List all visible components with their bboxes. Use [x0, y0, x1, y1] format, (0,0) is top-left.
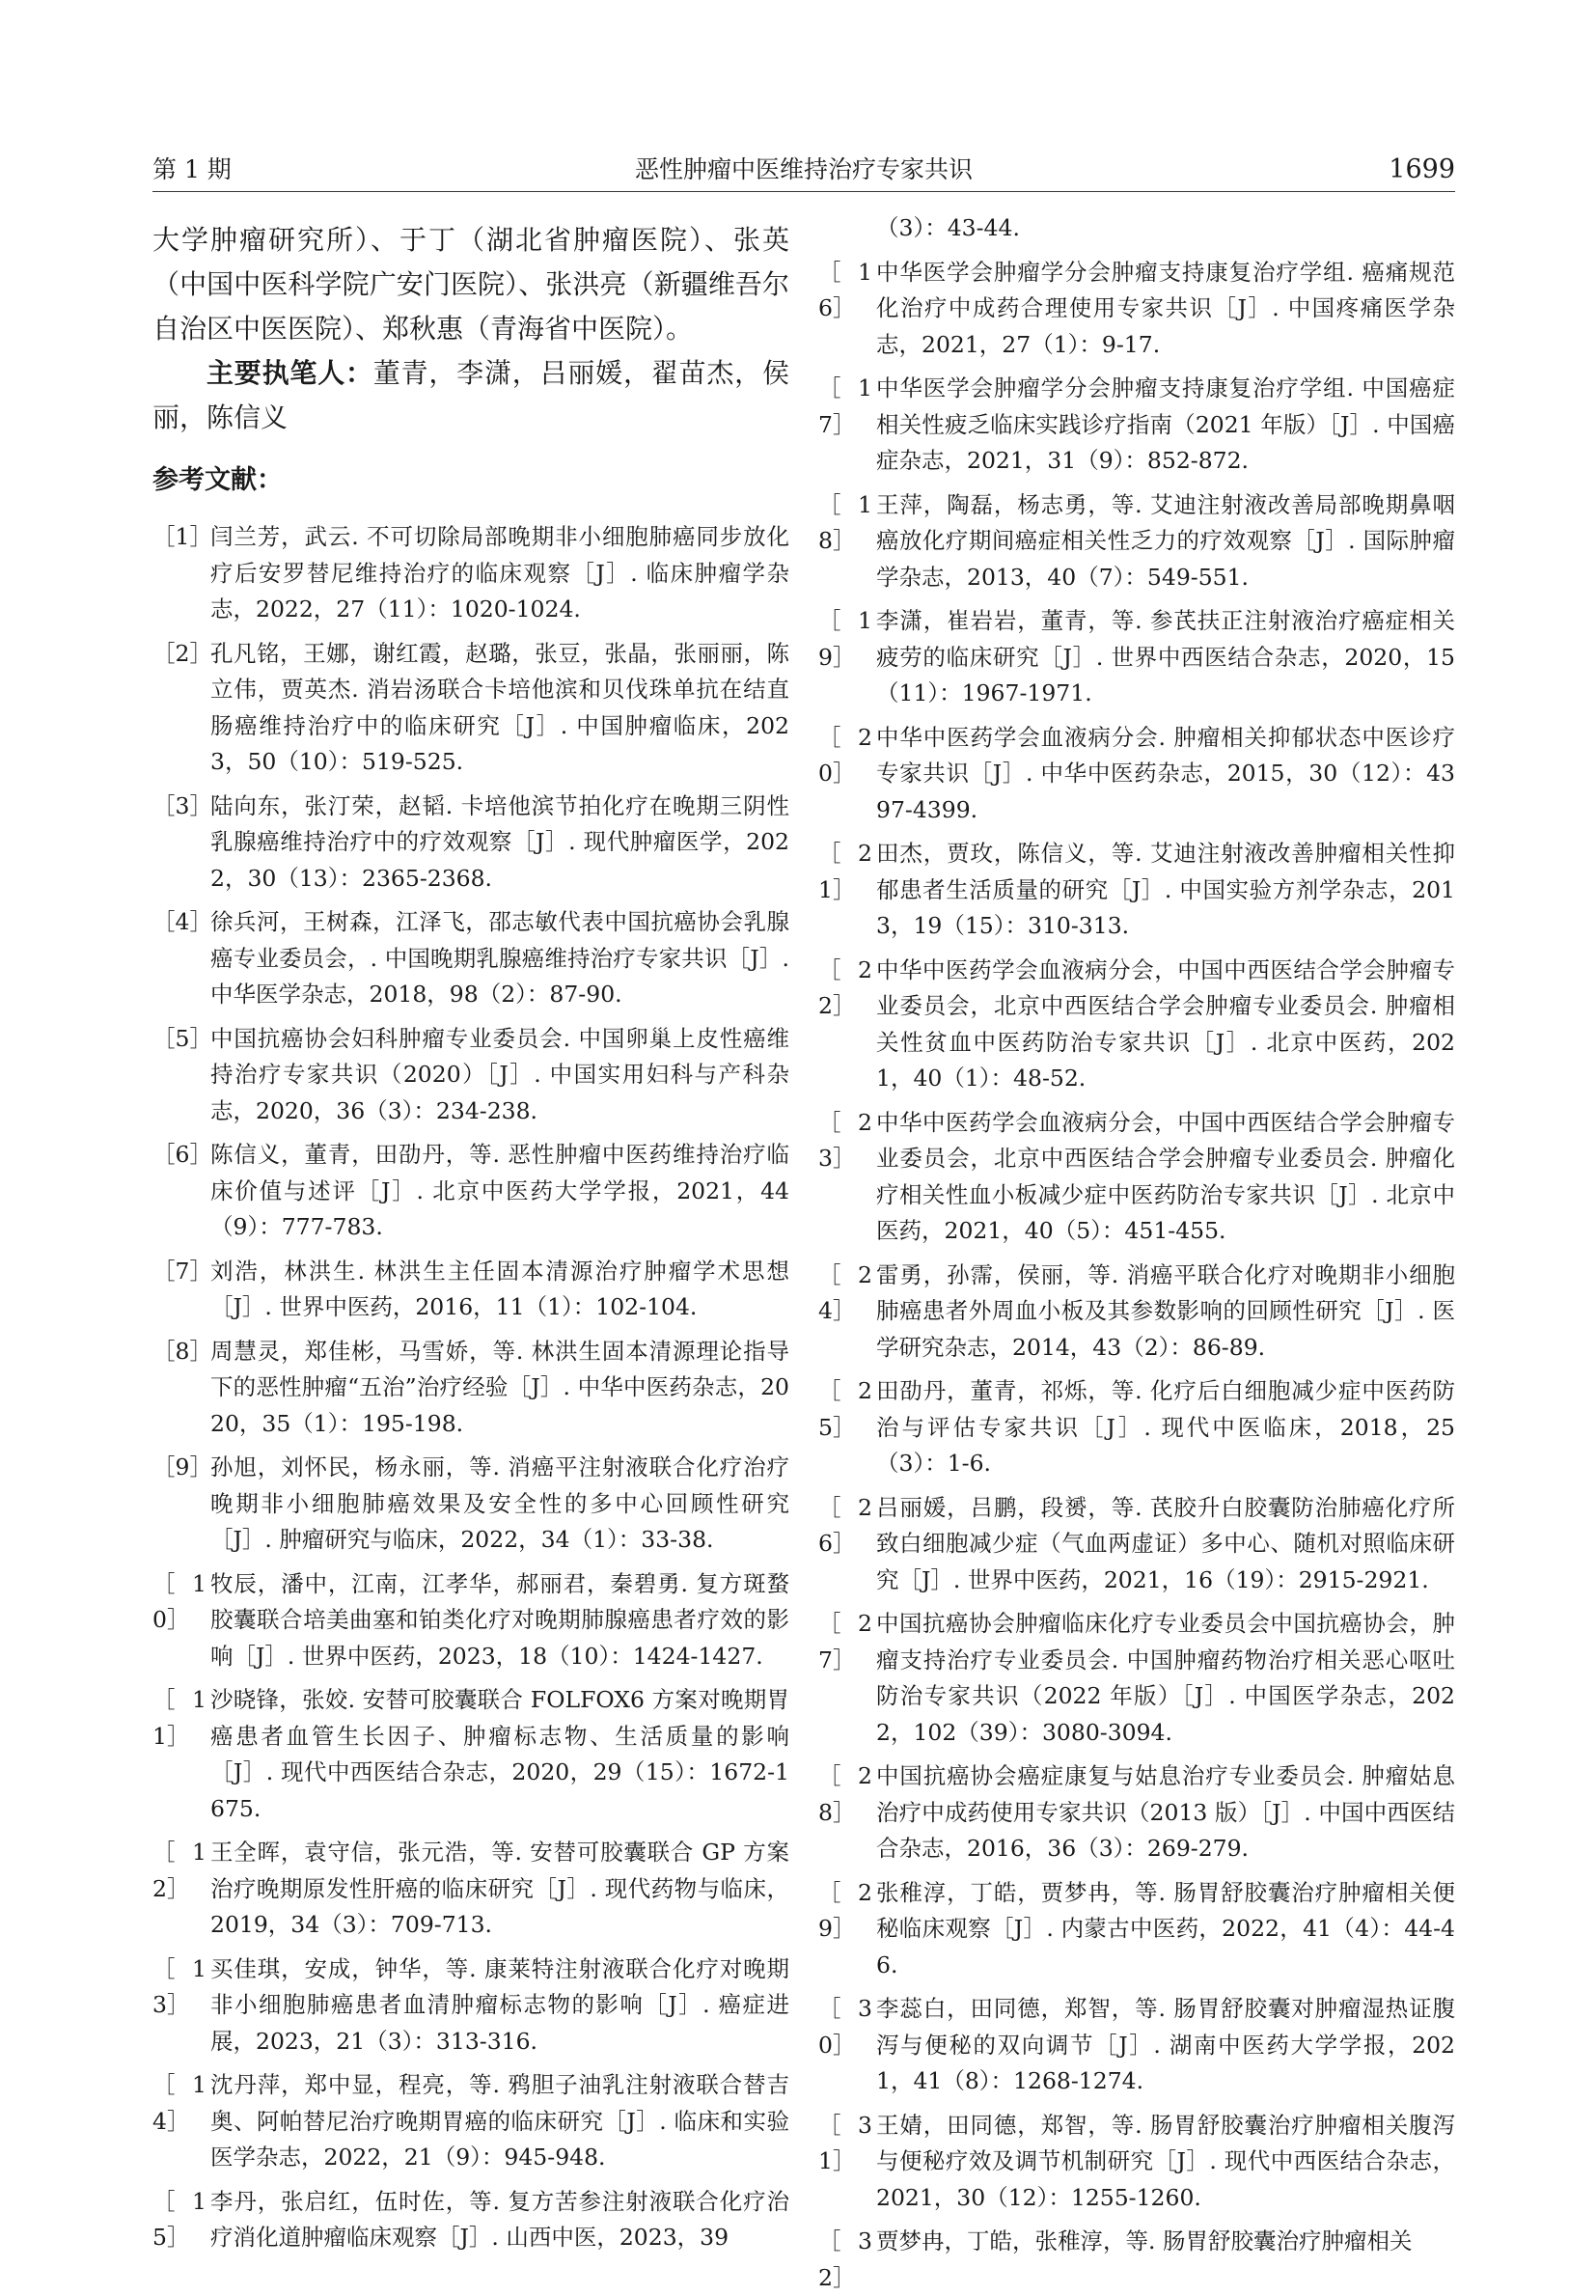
reference-text: 张稚淳，丁皓，贾梦冉，等. 肠胃舒胶囊治疗肿瘤相关便秘临床观察［J］. 内蒙古中医药，2022，41（4）：44-46.	[876, 1878, 1455, 1978]
reference-item	[152, 2067, 789, 2176]
reference-text: 王全晖，袁守信，张元浩，等. 安替可胶囊联合 GP 方案治疗晚期原发性肝癌的临床研究［J］. 现代药物与临床，2019，34（3）：709-713.	[210, 1839, 789, 1938]
reference-item	[818, 1875, 1455, 1984]
reference-text: 李蕊白，田同德，郑智，等. 肠胃舒胶囊对肿瘤湿热证腹泻与便秘的双向调节［J］. 湖南中医药大学学报，2021，41（8）：1268-1274.	[876, 1995, 1455, 2094]
reference-text: 中华中医药学会血液病分会，中国中西医结合学会肿瘤专业委员会，北京中西医结合学会肿瘤专业委员会. 肿瘤化疗相关性血小板减少症中医药防治专家共识［J］. 北京中医药，2021，40（5）：451-455.	[876, 1108, 1455, 1244]
reference-text: 陈信义，董青，田劭丹，等. 恶性肿瘤中医药维持治疗临床价值与述评［J］. 北京中医药大学学报，2021，44（9）：777-783.	[210, 1141, 789, 1240]
reference-number: ［7］	[152, 1257, 212, 1285]
reference-item	[818, 720, 1455, 829]
reference-item	[152, 1334, 789, 1443]
reference-text: 沙晓锋，张姣. 安替可胶囊联合 FOLFOX6 方案对晚期胃癌患者血管生长因子、肿瘤标志物、生活质量的影响［J］. 现代中西医结合杂志，2020，29（15）：1672-1675.	[210, 1686, 789, 1822]
reference-number: ［26］	[818, 1493, 872, 1557]
reference-text: 李潇，崔岩岩，董青，等. 参芪扶正注射液治疗癌症相关疲劳的临床研究［J］. 世界中西医结合杂志，2020，15（11）：1967-1971.	[876, 607, 1455, 706]
reference-item	[152, 1137, 789, 1246]
reference-number: ［31］	[818, 2111, 872, 2174]
reference-number: ［25］	[818, 1377, 872, 1441]
page-number: 1699	[1389, 154, 1455, 184]
reference-item	[152, 1021, 789, 1130]
reference-number: ［18］	[818, 490, 872, 554]
reference-number: ［16］	[818, 258, 872, 321]
reference-number: ［32］	[818, 2227, 872, 2291]
reference-text: 王婧，田同德，郑智，等. 肠胃舒胶囊治疗肿瘤相关腹泻与便秘疗效及调节机制研究［J］. 现代中西医结合杂志，2021，30（12）：1255-1260.	[876, 2111, 1455, 2211]
reference-text: 田杰，贾玫，陈信义，等. 艾迪注射液改善肿瘤相关性抑郁患者生活质量的研究［J］. 中国实验方剂学杂志，2013，19（15）：310-313.	[876, 840, 1455, 939]
reference-item	[818, 2108, 1455, 2217]
reference-item	[152, 519, 789, 628]
reference-number: ［29］	[818, 1878, 872, 1942]
reference-number: ［17］	[818, 374, 872, 438]
reference-item	[152, 1951, 789, 2061]
reference-item	[818, 1991, 1455, 2100]
reference-item	[818, 1258, 1455, 1367]
reference-text: 孔凡铭，王娜，谢红霞，赵璐，张豆，张晶，张丽丽，陈立伟，贾英杰. 消岩汤联合卡培他滨和贝伐珠单抗在结直肠癌维持治疗中的临床研究［J］. 中国肿瘤临床，2023，50（10）：519-525.	[210, 639, 789, 775]
reference-number: ［4］	[152, 908, 212, 935]
reference-text: 闫兰芳，武云. 不可切除局部晚期非小细胞肺癌同步放化疗后安罗替尼维持治疗的临床观察［J］. 临床肿瘤学杂志，2022，27（11）：1020-1024.	[210, 523, 789, 622]
reference-number: ［21］	[818, 840, 872, 903]
reference-item	[818, 1758, 1455, 1867]
reference-number: ［1］	[152, 523, 212, 550]
reference-text: 中国抗癌协会癌症康复与姑息治疗专业委员会. 肿瘤姑息治疗中成药使用专家共识（2013 版）［J］. 中国中西医结合杂志，2016，36（3）：269-279.	[876, 1762, 1455, 1862]
reference-text: 中国抗癌协会肿瘤临床化疗专业委员会中国抗癌协会，肿瘤支持治疗专业委员会. 中国肿瘤药物治疗相关恶心呕吐防治专家共识（2022 年版）［J］. 中国医学杂志，2022，102（39）：3080-3094.	[876, 1610, 1455, 1746]
reference-number: ［8］	[152, 1337, 212, 1365]
reference-text: 田劭丹，董青，祁烁，等. 化疗后白细胞减少症中医药防治与评估专家共识［J］. 现代中医临床，2018，25（3）：1-6.	[876, 1377, 1455, 1477]
reference-number: ［5］	[152, 1024, 212, 1052]
writers-line	[152, 351, 789, 440]
running-title: 恶性肿瘤中医维持治疗专家共识	[634, 155, 973, 183]
reference-text: 刘浩，林洪生. 林洪生主任固本清源治疗肿瘤学术思想［J］. 世界中医药，2016，11（1）：102-104.	[210, 1257, 789, 1320]
reference-item	[818, 2224, 1455, 2291]
reference-text: 中华医学会肿瘤学分会肿瘤支持康复治疗学组. 癌痛规范化治疗中成药合理使用专家共识［J］. 中国疼痛医学杂志，2021，27（1）：9-17.	[876, 258, 1455, 358]
header-rule	[152, 191, 1455, 192]
reference-item	[152, 788, 789, 898]
reference-text: 买佳琪，安成，钟华，等. 康莱特注射液联合化疗对晚期非小细胞肺癌患者血清肿瘤标志物的影响［J］. 癌症进展，2023，21（3）：313-316.	[210, 1954, 789, 2055]
reference-text: 李丹，张启红，伍时佐，等. 复方苦参注射液联合化疗治疗消化道肿瘤临床观察［J］. 山西中医，2023，39	[210, 2187, 789, 2251]
reference-item	[818, 255, 1455, 364]
reference-item	[818, 1490, 1455, 1599]
reference-number: ［2］	[152, 639, 212, 667]
issue-label: 第 1 期	[152, 155, 232, 183]
reference-text: 贾梦冉，丁皓，张稚淳，等. 肠胃舒胶囊治疗肿瘤相关	[876, 2227, 1413, 2255]
reference-text: 中国抗癌协会妇科肿瘤专业委员会. 中国卵巢上皮性癌维持治疗专家共识（2020）［J］. 中国实用妇科与产科杂志，2020，36（3）：234-238.	[210, 1024, 789, 1124]
reference-number: ［20］	[818, 723, 872, 787]
reference-item	[818, 487, 1455, 596]
reference-text: 沈丹萍，郑中显，程亮，等. 鸦胆子油乳注射液联合替吉奥、阿帕替尼治疗晚期胃癌的临床研究［J］. 临床和实验医学杂志，2022，21（9）：945-948.	[210, 2071, 789, 2171]
writers-names: 董青，李潇，吕丽媛，翟苗杰，侯丽，陈信义	[152, 357, 789, 433]
reference-item	[818, 1373, 1455, 1482]
reference-text: 王萍，陶磊，杨志勇，等. 艾迪注射液改善局部晚期鼻咽癌放化疗期间癌症相关性乏力的疗效观察［J］. 国际肿瘤学杂志，2013，40（7）：549-551.	[876, 490, 1455, 591]
reference-number: ［12］	[152, 1839, 206, 1902]
affiliations-text: 大学肿瘤研究所）、于丁（湖北省肿瘤医院）、张英（中国中医科学院广安门医院）、张洪亮（新疆维吾尔自治区中医医院）、郑秋惠（青海省中医院）。	[152, 224, 789, 345]
reference-text: 中华中医药学会血液病分会，中国中西医结合学会肿瘤专业委员会，北京中西医结合学会肿瘤专业委员会. 肿瘤相关性贫血中医药防治专家共识［J］. 北京中医药，2021，40（1）：48-52.	[876, 955, 1455, 1092]
reference-number: ［14］	[152, 2071, 206, 2135]
reference-number: ［9］	[152, 1453, 212, 1480]
reference-item	[818, 953, 1455, 1097]
reference-text: 中华医学会肿瘤学分会肿瘤支持康复治疗学组. 中国癌症相关性疲乏临床实践诊疗指南（2021 年版）［J］. 中国癌症杂志，2021，31（9）：852-872.	[876, 374, 1455, 474]
reference-item	[152, 1682, 789, 1827]
reference-text: 周慧灵，郑佳彬，马雪娇，等. 林洪生固本清源理论指导下的恶性肿瘤“五治”治疗经验［J］. 中华中医药杂志，2020，35（1）：195-198.	[210, 1337, 789, 1437]
reference-number: ［24］	[818, 1260, 872, 1324]
running-header	[152, 154, 1455, 193]
reference-number: ［3］	[152, 791, 212, 819]
references-heading: 参考文献：	[152, 465, 283, 495]
reference-item	[152, 2184, 789, 2256]
reference-text: 徐兵河，王树森，江泽飞，邵志敏代表中国抗癌协会乳腺癌专业委员会，. 中国晚期乳腺癌维持治疗专家共识［J］. 中华医学杂志，2018，98（2）：87-90.	[210, 908, 789, 1008]
reference-item	[152, 904, 789, 1013]
reference-number: ［6］	[152, 1141, 212, 1168]
reference-number: ［23］	[818, 1108, 872, 1172]
reference-15-continuation: （3）：43-44.	[876, 214, 1020, 241]
reference-item	[818, 1606, 1455, 1751]
references-list-left	[152, 519, 789, 2256]
reference-text: 吕丽媛，吕鹏，段赟，等. 芪胶升白胶囊防治肺癌化疗所致白细胞减少症（气血两虚证）多中心、随机对照临床研究［J］. 世界中医药，2021，16（19）：2915-2921.	[876, 1493, 1455, 1593]
reference-item	[818, 1105, 1455, 1250]
references-list-right	[818, 255, 1455, 2291]
reference-number: ［15］	[152, 2187, 206, 2251]
reference-item	[152, 1254, 789, 1326]
reference-item	[152, 1566, 789, 1675]
left-column	[152, 218, 789, 2264]
reference-item	[818, 371, 1455, 480]
reference-number: ［13］	[152, 1954, 206, 2018]
reference-text: 牧辰，潘中，江南，江孝华，郝丽君，秦碧勇. 复方斑蝥胶囊联合培美曲塞和铂类化疗对晚期肺腺癌患者疗效的影响［J］. 世界中医药，2023，18（10）：1424-1427.	[210, 1569, 789, 1670]
reference-text: 中华中医药学会血液病分会. 肿瘤相关抑郁状态中医诊疗专家共识［J］. 中华中医药杂志，2015，30（12）：4397-4399.	[876, 723, 1455, 823]
reference-number: ［27］	[818, 1610, 872, 1674]
reference-item	[818, 836, 1455, 945]
right-column	[818, 214, 1455, 2291]
reference-item	[152, 636, 789, 781]
reference-item	[152, 1450, 789, 1559]
writers-label: 主要执笔人：	[206, 357, 373, 389]
reference-text: 陆向东，张汀荣，赵韬. 卡培他滨节拍化疗在晚期三阴性乳腺癌维持治疗中的疗效观察［J］. 现代肿瘤医学，2022，30（13）：2365-2368.	[210, 791, 789, 892]
reference-item	[152, 1835, 789, 1944]
reference-number: ［30］	[818, 1995, 872, 2059]
reference-number: ［11］	[152, 1686, 206, 1750]
reference-number: ［19］	[818, 607, 872, 671]
reference-text: 雷勇，孙霈，侯丽，等. 消癌平联合化疗对晚期非小细胞肺癌患者外周血小板及其参数影响的回顾性研究［J］. 医学研究杂志，2014，43（2）：86-89.	[876, 1260, 1455, 1361]
reference-number: ［10］	[152, 1569, 206, 1633]
reference-text: 孙旭，刘怀民，杨永丽，等. 消癌平注射液联合化疗治疗晚期非小细胞肺癌效果及安全性的多中心回顾性研究［J］. 肿瘤研究与临床，2022，34（1）：33-38.	[210, 1453, 789, 1553]
reference-number: ［28］	[818, 1762, 872, 1826]
reference-number: ［22］	[818, 955, 872, 1019]
reference-item	[818, 603, 1455, 712]
